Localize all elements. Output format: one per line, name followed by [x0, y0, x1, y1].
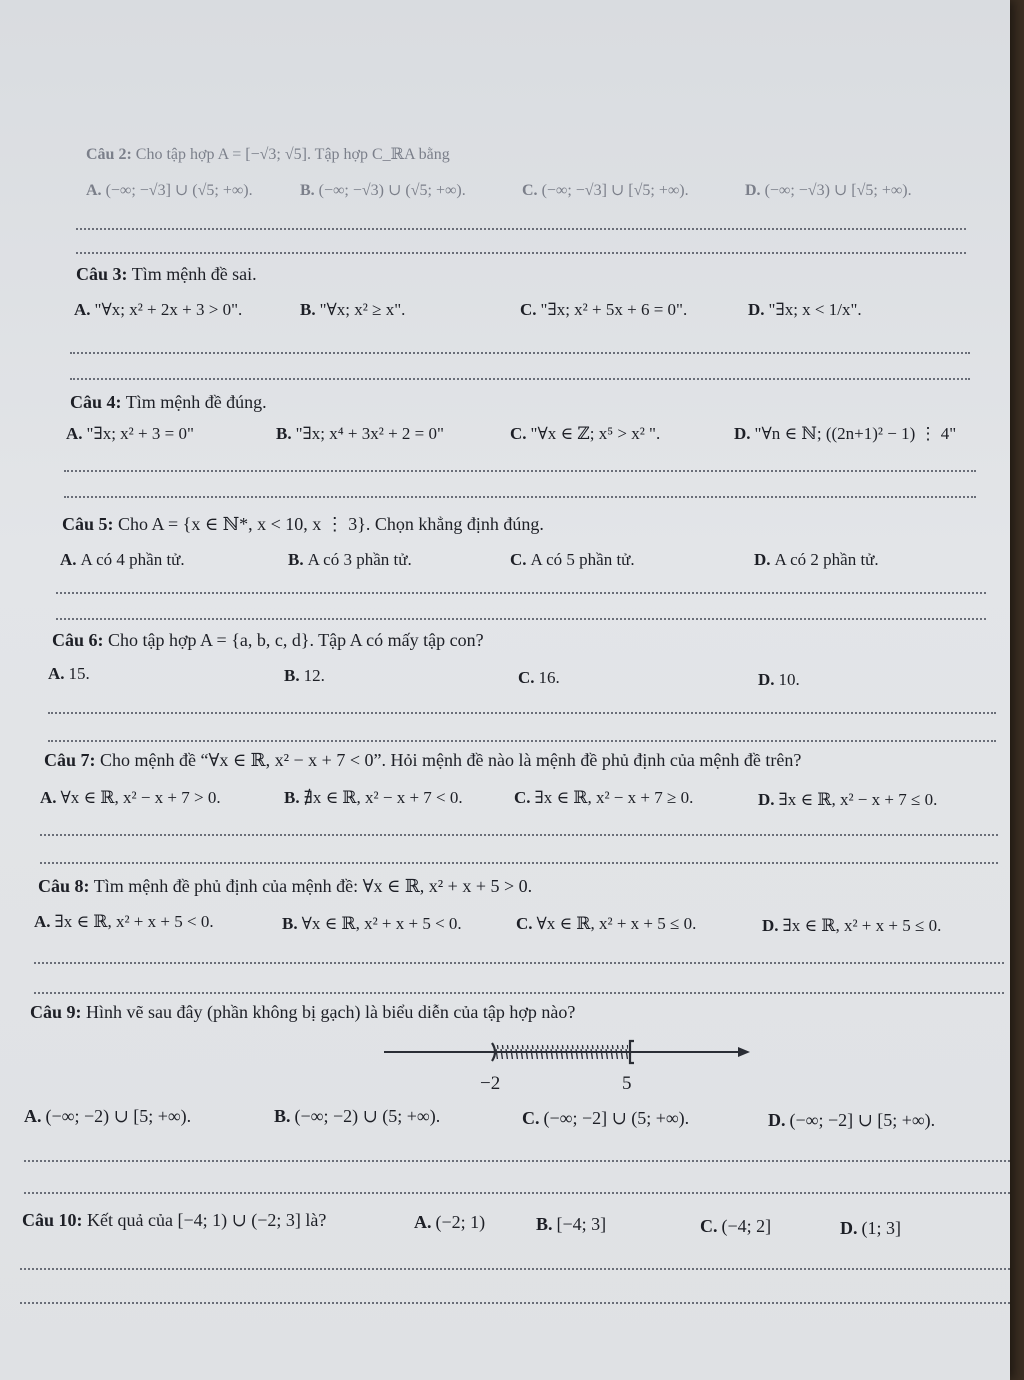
q5-option-b-text: A có 3 phần tử. — [307, 550, 412, 569]
q5-option-b[interactable] — [288, 550, 412, 570]
question-4-number: Câu 4: — [70, 392, 122, 412]
answer-line — [70, 352, 970, 354]
question-10-number: Câu 10: — [22, 1210, 83, 1230]
q9-option-a-text: (−∞; −2) ∪ [5; +∞). — [45, 1106, 192, 1126]
q9-option-b-label: B. — [274, 1106, 291, 1126]
q8-option-a[interactable] — [34, 912, 214, 932]
question-5 — [62, 514, 544, 535]
q8-option-c-text: ∀x ∈ ℝ, x² + x + 5 ≤ 0. — [536, 914, 697, 933]
q5-option-c-label: C. — [510, 550, 527, 569]
q7-option-b[interactable] — [284, 788, 463, 808]
question-8-text: Tìm mệnh đề phủ định của mệnh đề: ∀x ∈ ℝ, x² + x + 5 > 0. — [93, 876, 533, 896]
q6-option-b-text: 12. — [303, 666, 325, 685]
q7-option-a-text: ∀x ∈ ℝ, x² − x + 7 > 0. — [60, 788, 221, 807]
answer-line — [24, 1192, 1010, 1194]
q9-option-d[interactable] — [768, 1110, 935, 1131]
q4-option-d-label: D. — [734, 424, 751, 443]
q7-option-d-label: D. — [758, 790, 775, 809]
question-6 — [52, 630, 484, 651]
q5-option-d-label: D. — [754, 550, 771, 569]
q6-option-d-label: D. — [758, 670, 775, 689]
q3-option-c-text: "∃x; x² + 5x + 6 = 0". — [540, 300, 688, 319]
q6-option-d-text: 10. — [778, 670, 800, 689]
q8-option-b-label: B. — [282, 914, 298, 933]
q9-option-c-label: C. — [522, 1108, 540, 1128]
q2-option-b-label: B. — [300, 182, 315, 199]
q10-option-d-text: (1; 3] — [861, 1218, 901, 1238]
q10-option-c-text: (−4; 2] — [721, 1216, 772, 1236]
question-9-text: Hình vẽ sau đây (phần không bị gạch) là biểu diễn của tập hợp nào? — [86, 1002, 576, 1022]
answer-line — [70, 378, 970, 380]
q7-option-b-label: B. — [284, 788, 300, 807]
question-3 — [76, 264, 257, 285]
q8-option-d-label: D. — [762, 916, 779, 935]
q4-option-b-text: "∃x; x⁴ + 3x² + 2 = 0" — [295, 424, 444, 443]
question-4-text: Tìm mệnh đề đúng. — [125, 392, 267, 412]
q2-option-d-label: D. — [745, 182, 761, 199]
q7-option-a[interactable] — [40, 788, 221, 808]
q3-option-a-label: A. — [74, 300, 91, 319]
q4-option-a-text: "∃x; x² + 3 = 0" — [86, 424, 194, 443]
q2-option-d[interactable] — [745, 180, 912, 200]
q5-option-d[interactable] — [754, 550, 879, 570]
q3-option-a-text: "∀x; x² + 2x + 3 > 0". — [94, 300, 243, 319]
q3-option-d-label: D. — [748, 300, 765, 319]
question-6-number: Câu 6: — [52, 630, 104, 650]
q10-option-b-text: [−4; 3] — [556, 1214, 607, 1234]
q8-option-a-label: A. — [34, 912, 51, 931]
q5-option-a-label: A. — [60, 550, 77, 569]
tick-label-right: 5 — [622, 1073, 632, 1094]
question-6-text: Cho tập hợp A = {a, b, c, d}. Tập A có mấy tập con? — [108, 630, 484, 650]
q4-option-c[interactable] — [510, 424, 660, 444]
answer-line — [20, 1302, 1010, 1304]
q5-option-a[interactable] — [60, 550, 185, 570]
answer-line — [76, 252, 966, 254]
answer-line — [76, 228, 966, 230]
q7-option-a-label: A. — [40, 788, 57, 807]
question-9 — [30, 1002, 575, 1023]
question-10-text: Kết quả của [−4; 1) ∪ (−2; 3] là? — [87, 1210, 327, 1230]
q9-option-a[interactable] — [24, 1106, 191, 1127]
tick-label-left: −2 — [480, 1073, 501, 1094]
answer-line — [34, 992, 1004, 994]
q6-option-a[interactable] — [48, 664, 90, 684]
q4-option-a[interactable] — [66, 424, 194, 444]
q8-option-b-text: ∀x ∈ ℝ, x² + x + 5 < 0. — [301, 914, 462, 933]
question-5-text: Cho A = {x ∈ ℕ*, x < 10, x ⋮ 3}. Chọn khẳng định đúng. — [118, 514, 544, 534]
question-8 — [38, 876, 532, 897]
q10-option-a[interactable] — [414, 1212, 485, 1233]
q10-option-b[interactable] — [536, 1214, 606, 1235]
q9-option-c-text: (−∞; −2] ∪ (5; +∞). — [543, 1108, 690, 1128]
q8-option-d-text: ∃x ∈ ℝ, x² + x + 5 ≤ 0. — [782, 916, 942, 935]
q6-option-c[interactable] — [518, 668, 560, 688]
q3-option-b[interactable] — [300, 300, 405, 320]
q7-option-c-label: C. — [514, 788, 531, 807]
q10-option-a-label: A. — [414, 1212, 432, 1232]
answer-line — [56, 618, 986, 620]
answer-line — [24, 1160, 1010, 1162]
q3-option-d[interactable] — [748, 300, 862, 320]
q10-option-c[interactable] — [700, 1216, 771, 1237]
question-2-text: Cho tập hợp A = [−√3; √5]. Tập hợp C_ℝA bằng — [135, 146, 450, 163]
q2-option-c-label: C. — [522, 182, 538, 199]
q2-option-c[interactable] — [522, 180, 689, 200]
answer-line — [64, 496, 976, 498]
q5-option-a-text: A có 4 phần tử. — [80, 550, 185, 569]
q9-option-a-label: A. — [24, 1106, 42, 1126]
q2-option-b-text: (−∞; −√3) ∪ (√5; +∞). — [318, 182, 466, 199]
answer-line — [40, 862, 998, 864]
q9-option-c[interactable] — [522, 1108, 689, 1129]
q3-option-d-text: "∃x; x < 1/x". — [768, 300, 862, 319]
question-10 — [22, 1210, 326, 1231]
q9-option-b[interactable] — [274, 1106, 440, 1127]
q8-option-c[interactable] — [516, 914, 696, 934]
question-2 — [86, 144, 450, 164]
number-line-arrow-icon — [738, 1047, 750, 1057]
question-9-number: Câu 9: — [30, 1002, 82, 1022]
q7-option-c[interactable] — [514, 788, 693, 808]
q5-option-d-text: A có 2 phần tử. — [774, 550, 879, 569]
q3-option-c-label: C. — [520, 300, 537, 319]
q3-option-b-label: B. — [300, 300, 316, 319]
q4-option-b[interactable] — [276, 424, 444, 444]
q2-option-a[interactable] — [86, 180, 253, 200]
q8-option-c-label: C. — [516, 914, 533, 933]
q7-option-d[interactable] — [758, 790, 937, 810]
hatched-region — [496, 1045, 628, 1059]
q4-option-c-label: C. — [510, 424, 527, 443]
q6-option-a-label: A. — [48, 664, 65, 683]
q9-option-d-label: D. — [768, 1110, 786, 1130]
q2-option-b[interactable] — [300, 180, 466, 200]
q9-option-d-text: (−∞; −2] ∪ [5; +∞). — [789, 1110, 936, 1130]
question-5-number: Câu 5: — [62, 514, 114, 534]
q7-option-d-text: ∃x ∈ ℝ, x² − x + 7 ≤ 0. — [778, 790, 938, 809]
q7-option-b-text: ∄x ∈ ℝ, x² − x + 7 < 0. — [303, 788, 463, 807]
q6-option-d[interactable] — [758, 670, 800, 690]
answer-line — [34, 962, 1004, 964]
q8-option-b[interactable] — [282, 914, 462, 934]
q6-option-a-text: 15. — [68, 664, 90, 683]
q2-option-d-text: (−∞; −√3) ∪ [√5; +∞). — [764, 182, 912, 199]
number-line-figure — [380, 1035, 760, 1097]
q4-option-d-text: "∀n ∈ ℕ; ((2n+1)² − 1) ⋮ 4" — [754, 424, 957, 443]
q7-option-c-text: ∃x ∈ ℝ, x² − x + 7 ≥ 0. — [534, 788, 694, 807]
q2-option-c-text: (−∞; −√3] ∪ [√5; +∞). — [541, 182, 689, 199]
answer-line — [48, 712, 996, 714]
q10-option-c-label: C. — [700, 1216, 718, 1236]
q10-option-d[interactable] — [840, 1218, 901, 1239]
q2-option-a-label: A. — [86, 182, 102, 199]
q8-option-d[interactable] — [762, 916, 941, 936]
q5-option-c-text: A có 5 phần tử. — [530, 550, 635, 569]
question-2-number: Câu 2: — [86, 146, 132, 163]
q3-option-c[interactable] — [520, 300, 687, 320]
q10-option-a-text: (−2; 1) — [435, 1212, 486, 1232]
q6-option-b[interactable] — [284, 666, 325, 686]
question-7 — [44, 750, 801, 771]
q10-option-b-label: B. — [536, 1214, 553, 1234]
answer-line — [20, 1268, 1010, 1270]
q3-option-a[interactable] — [74, 300, 242, 320]
question-8-number: Câu 8: — [38, 876, 90, 896]
answer-line — [64, 470, 976, 472]
question-3-text: Tìm mệnh đề sai. — [131, 264, 257, 284]
question-4 — [70, 392, 267, 413]
q10-option-d-label: D. — [840, 1218, 858, 1238]
question-7-text: Cho mệnh đề “∀x ∈ ℝ, x² − x + 7 < 0”. Hỏi mệnh đề nào là mệnh đề phủ định của mệnh đề trên? — [100, 750, 802, 770]
q6-option-c-label: C. — [518, 668, 535, 687]
q6-option-c-text: 16. — [538, 668, 560, 687]
question-7-number: Câu 7: — [44, 750, 96, 770]
q4-option-c-text: "∀x ∈ ℤ; x⁵ > x² ". — [530, 424, 661, 443]
q8-option-a-text: ∃x ∈ ℝ, x² + x + 5 < 0. — [54, 912, 214, 931]
q6-option-b-label: B. — [284, 666, 300, 685]
q3-option-b-text: "∀x; x² ≥ x". — [319, 300, 406, 319]
answer-line — [40, 834, 998, 836]
q4-option-d[interactable] — [734, 424, 956, 444]
q5-option-c[interactable] — [510, 550, 635, 570]
q5-option-b-label: B. — [288, 550, 304, 569]
question-3-number: Câu 3: — [76, 264, 128, 284]
q9-option-b-text: (−∞; −2) ∪ (5; +∞). — [294, 1106, 441, 1126]
q4-option-a-label: A. — [66, 424, 83, 443]
q4-option-b-label: B. — [276, 424, 292, 443]
answer-line — [48, 740, 996, 742]
answer-line — [56, 592, 986, 594]
q2-option-a-text: (−∞; −√3] ∪ (√5; +∞). — [105, 182, 253, 199]
